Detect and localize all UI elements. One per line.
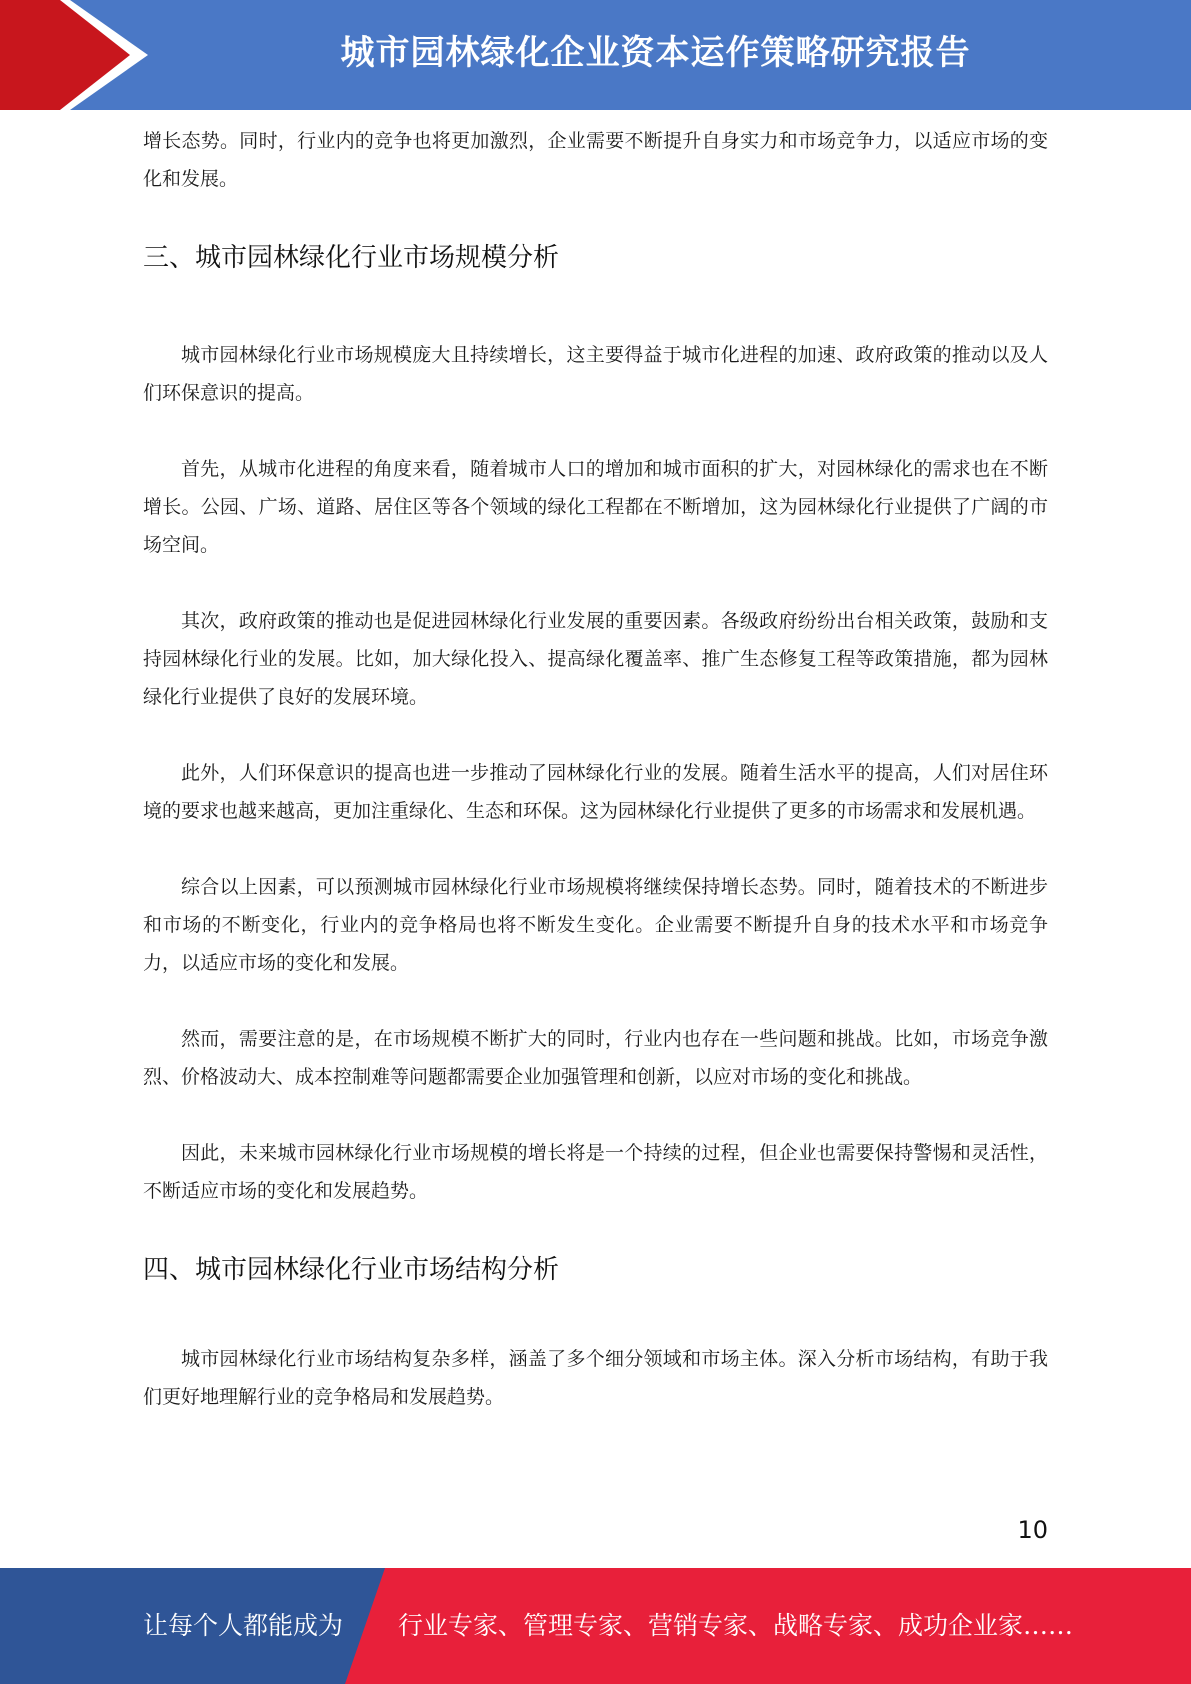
section-3-paragraph-5: 综合以上因素，可以预测城市园林绿化行业市场规模将继续保持增长态势。同时，随着技术的不断进步和市场的不断变化，行业内的竞争格局也将不断发生变化。企业需要不断提升自身的技术水平和市场竞争力，以适应市场的变化和发展。 xyxy=(143,876,1048,974)
section-3-paragraph-7: 因此，未来城市园林绿化行业市场规模的增长将是一个持续的过程，但企业也需要保持警惕和灵活性，不断适应市场的变化和发展趋势。 xyxy=(143,1142,1048,1202)
section-3-paragraph-4: 此外，人们环保意识的提高也进一步推动了园林绿化行业的发展。随着生活水平的提高，人们对居住环境的要求也越来越高，更加注重绿化、生态和环保。这为园林绿化行业提供了更多的市场需求和发展机遇。 xyxy=(143,762,1048,822)
page-footer xyxy=(0,1568,1191,1684)
footer-slogan-left: 让每个人都能成为 xyxy=(143,1611,344,1640)
report-title: 城市园林绿化企业资本运作策略研究报告 xyxy=(340,33,971,73)
section-3-paragraph-6: 然而，需要注意的是，在市场规模不断扩大的同时，行业内也存在一些问题和挑战。比如，市场竞争激烈、价格波动大、成本控制难等问题都需要企业加强管理和创新，以应对市场的变化和挑战。 xyxy=(143,1028,1048,1088)
header-arrow-decoration xyxy=(0,0,160,110)
intro-paragraph: 增长态势。同时，行业内的竞争也将更加激烈，企业需要不断提升自身实力和市场竞争力，以适应市场的变化和发展。 xyxy=(143,130,1048,190)
document-body xyxy=(143,122,1048,1416)
page-number: 10 xyxy=(1017,1516,1048,1544)
section-3-paragraph-1: 城市园林绿化行业市场规模庞大且持续增长，这主要得益于城市化进程的加速、政府政策的推动以及人们环保意识的提高。 xyxy=(143,344,1048,404)
section-4-paragraph-1: 城市园林绿化行业市场结构复杂多样，涵盖了多个细分领域和市场主体。深入分析市场结构，有助于我们更好地理解行业的竞争格局和发展趋势。 xyxy=(143,1348,1048,1408)
footer-slogan-right: 行业专家、管理专家、营销专家、战略专家、成功企业家…… xyxy=(398,1611,1074,1640)
section-3-heading: 三、城市园林绿化行业市场规模分析 xyxy=(143,243,560,273)
section-3-paragraph-3: 其次，政府政策的推动也是促进园林绿化行业发展的重要因素。各级政府纷纷出台相关政策，鼓励和支持园林绿化行业的发展。比如，加大绿化投入、提高绿化覆盖率、推广生态修复工程等政策措施，都为园林绿化行业提供了良好的发展环境。 xyxy=(143,610,1048,708)
red-chevron-shape xyxy=(0,0,130,110)
section-4-heading: 四、城市园林绿化行业市场结构分析 xyxy=(143,1255,560,1285)
page-header xyxy=(0,0,1191,110)
section-3-paragraph-2: 首先，从城市化进程的角度来看，随着城市人口的增加和城市面积的扩大，对园林绿化的需求也在不断增长。公园、广场、道路、居住区等各个领域的绿化工程都在不断增加，这为园林绿化行业提供了广阔的市场空间。 xyxy=(143,458,1048,556)
